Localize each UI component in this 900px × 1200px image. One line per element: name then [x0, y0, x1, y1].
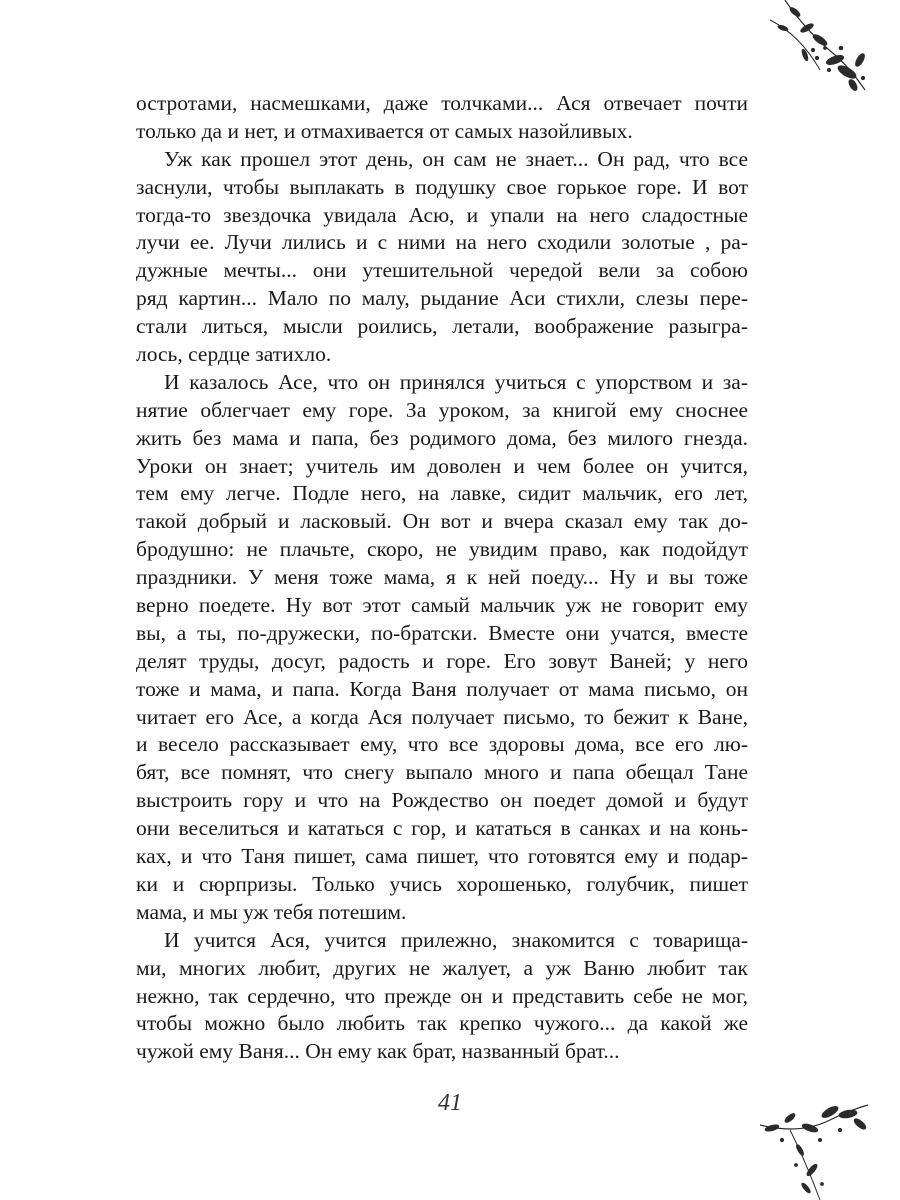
text-line: ми, многих любит, других не жалует, а уж Ваню любит так: [136, 955, 748, 980]
text-line: верно поедете. Ну вот этот самый мальчик уж не говорит ему: [136, 593, 748, 618]
text-line: чтобы можно было любить так крепко чужого... да какой же: [136, 1011, 748, 1036]
text-line: бят, все помнят, что снегу выпало много и папа обещал Тане: [136, 760, 748, 785]
text-line: и весело рассказывает ему, что все здоровы дома, все его лю-: [136, 732, 748, 757]
text-line: тоже и мама, и папа. Когда Ваня получает от мама письмо, он: [136, 676, 748, 701]
text-line: ки и сюрпризы. Только учись хорошенько, голубчик, пишет: [136, 871, 748, 896]
text-line: нежно, так сердечно, что прежде он и представить себе не мог,: [136, 983, 748, 1008]
text-line: лось, сердце затихло.: [136, 342, 332, 367]
text-line: И казалось Асе, что он принялся учиться с упорством и за-: [164, 369, 748, 394]
text-line: стали литься, мысли роились, летали, воображение разыгра-: [136, 314, 748, 339]
text-line: чужой ему Ваня... Он ему как брат, названный брат...: [136, 1039, 620, 1064]
text-line: заснули, чтобы выплакать в подушку свое горькое горе. И вот: [136, 174, 748, 199]
text-line: они веселиться и кататься с гор, и кататься в санках и на конь-: [136, 816, 748, 841]
text-line: делят труды, досуг, радость и горе. Его зовут Ваней; у него: [136, 648, 748, 673]
text-line: тогда-то звездочка увидала Асю, и упали на него сладостные: [136, 202, 748, 227]
text-line: жить без мама и папа, без родимого дома, без милого гнезда.: [136, 425, 748, 450]
text-line: Уж как прошел этот день, он сам не знает... Он рад, что все: [164, 146, 748, 171]
floral-branch-icon: [760, 1100, 870, 1200]
text-line: И учится Ася, учится прилежно, знакомится с товарища-: [164, 927, 748, 952]
text-line: Уроки он знает; учитель им доволен и чем более он учится,: [136, 453, 748, 478]
text-line: читает его Асе, а когда Ася получает письмо, то бежит к Ване,: [136, 704, 748, 729]
page-number: 41: [438, 1090, 462, 1116]
text-line: только да и нет, и отмахивается от самых назойливых.: [136, 118, 633, 143]
text-line: бродушно: не плачьте, скоро, не увидим право, как подойдут: [136, 537, 748, 562]
text-line: мама, и мы уж тебя потешим.: [136, 899, 407, 924]
text-line: лучи ее. Лучи лились и с ними на него сходили золотые , ра-: [136, 230, 748, 255]
text-line: ряд картин... Мало по малу, рыдание Аси стихли, слезы пере-: [136, 286, 748, 311]
text-line: дужные мечты... они утешительной чередой вели за собою: [136, 258, 748, 283]
text-line: тем ему легче. Подле него, на лавке, сидит мальчик, его лет,: [136, 481, 748, 506]
text-line: остротами, насмешками, даже толчками... Ася отвечает почти: [136, 91, 748, 115]
text-line: такой добрый и ласковый. Он вот и вчера сказал ему так до-: [136, 509, 748, 534]
text-line: вы, а ты, по-дружески, по-братски. Вместе они учатся, вместе: [136, 620, 748, 645]
floral-branch-icon: [765, 0, 870, 100]
text-line: выстроить гору и что на Рождество он поедет домой и будут: [136, 788, 748, 813]
text-line: праздники. У меня тоже мама, я к ней поеду... Ну и вы тоже: [136, 565, 748, 590]
page-text: [136, 90, 748, 1066]
text-line: ках, и что Таня пишет, сама пишет, что готовятся ему и подар-: [136, 844, 748, 869]
text-line: нятие облегчает ему горе. За уроком, за книгой ему сноснее: [136, 397, 748, 422]
